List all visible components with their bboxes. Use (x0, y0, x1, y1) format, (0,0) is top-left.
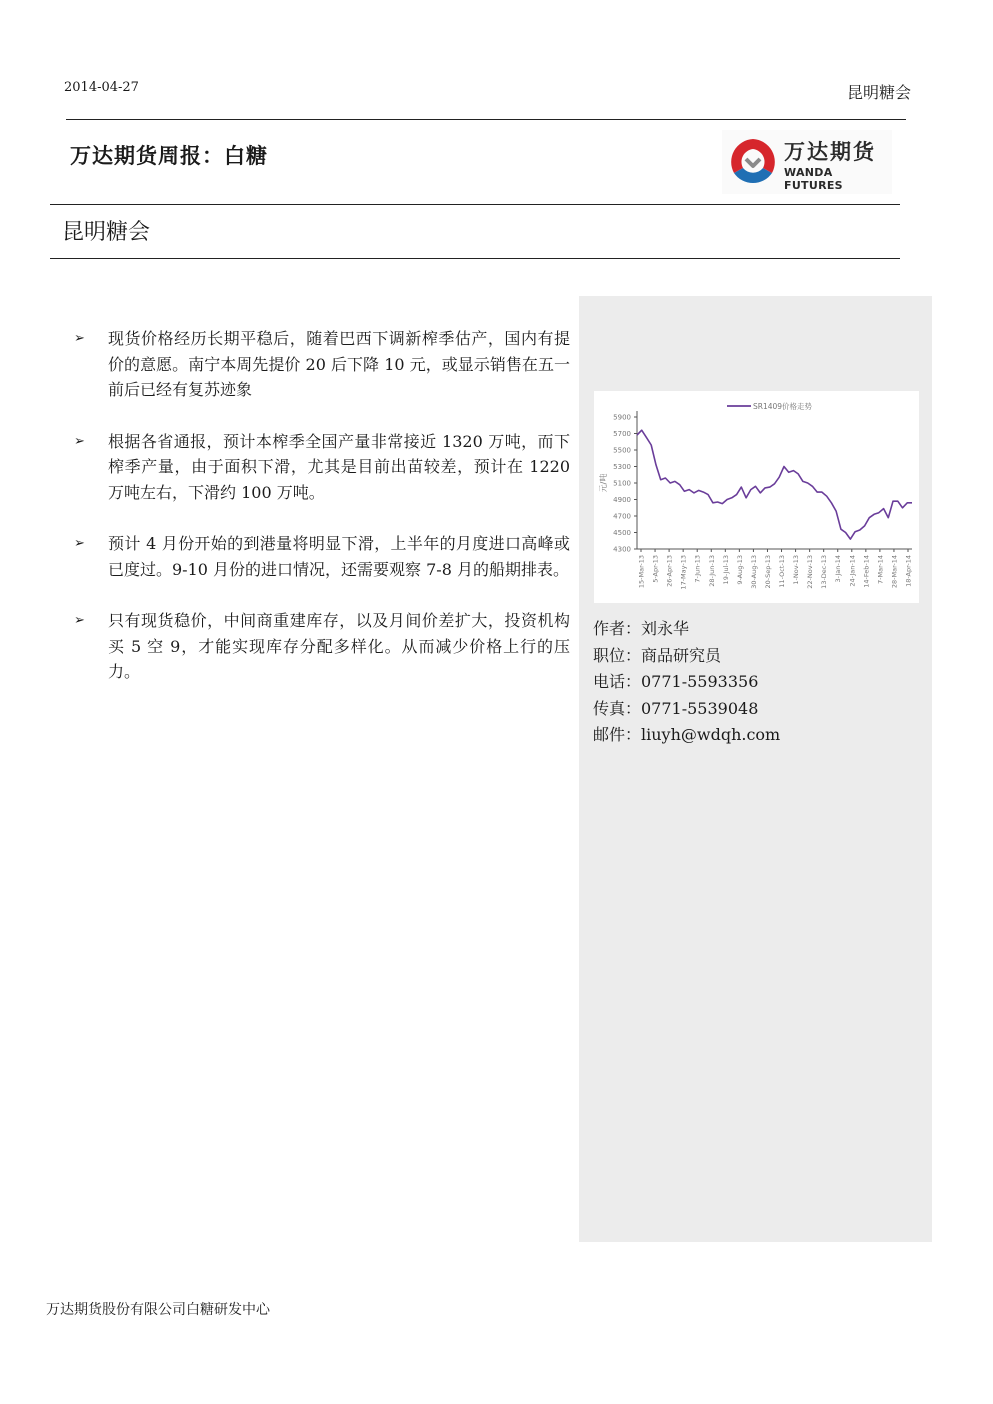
arrow-bullet-icon: ➢ (74, 331, 85, 346)
y-tick-label: 4300 (613, 545, 631, 554)
x-tick-label: 26-Apr-13 (665, 555, 674, 587)
bullet-text: 预计 4 月份开始的到港量将明显下滑，上半年的月度进口高峰或已度过。9-10 月份的进口情况，还需要观察 7-8 月的船期排表。 (108, 534, 570, 579)
y-tick-label: 4500 (613, 529, 631, 537)
y-tick-label: 4700 (613, 512, 631, 521)
y-tick-label: 4900 (613, 496, 631, 504)
report-title: 万达期货周报：白糖 (70, 144, 268, 168)
x-tick-label: 18-Apr-14 (904, 555, 913, 587)
author-info (593, 616, 780, 749)
bullet-item (70, 429, 570, 506)
y-tick-label: 5100 (613, 479, 631, 488)
x-tick-label: 30-Aug-13 (749, 555, 758, 589)
x-tick-label: 24-Jan-14 (848, 555, 857, 587)
bullet-item (70, 608, 570, 685)
logo-name-cn: 万达期货 (784, 140, 876, 164)
x-tick-label: 14-Feb-14 (862, 555, 871, 588)
x-tick-label: 17-May-13 (679, 555, 688, 590)
arrow-bullet-icon: ➢ (74, 536, 85, 551)
sidebar-panel (579, 296, 932, 1242)
section-title: 昆明糖会 (62, 220, 151, 245)
x-tick-label: 3-Jan-14 (834, 555, 843, 583)
x-tick-label: 7-Jun-13 (693, 555, 702, 583)
y-tick-label: 5900 (613, 413, 631, 422)
x-tick-label: 28-Jun-13 (707, 555, 716, 587)
price-chart (594, 391, 919, 603)
y-tick-label: 5700 (613, 430, 631, 438)
logo-name-en: WANDA FUTURES (784, 166, 843, 192)
author-phone: 电话：0771-5593356 (593, 672, 759, 691)
author-position: 职位：商品研究员 (593, 645, 722, 665)
bullet-text: 只有现货稳价，中间商重建库存，以及月间价差扩大，投资机构买 5 空 9，才能实现库存分配多样化。从而减少价格上行的压力。 (108, 611, 570, 681)
wanda-logo-icon (726, 135, 780, 189)
bullet-text: 根据各省通报，预计本榨季全国产量非常接近 1320 万吨，而下榨季产量，由于面积下滑，尤其是目前出苗较差，预计在 1220 万吨左右，下滑约 100 万吨。 (108, 431, 570, 502)
x-tick-label: 11-Oct-13 (778, 555, 787, 588)
author-email: 邮件：liuyh@wdqh.com (593, 725, 781, 744)
x-tick-label: 19-Jul-13 (721, 555, 730, 585)
title-rule (50, 204, 900, 205)
bullet-text: 现货价格经历长期平稳后，随着巴西下调新榨季估产，国内有提价的意愿。南宁本周先提价 20 后下降 10 元，或显示销售在五一前后已经有复苏迹象 (108, 329, 570, 399)
bullet-item (70, 326, 570, 403)
header-rule-top (66, 119, 906, 120)
arrow-bullet-icon: ➢ (74, 433, 85, 449)
x-tick-label: 15-Mar-13 (637, 555, 646, 589)
bullet-list (70, 326, 570, 711)
author-fax: 传真：0771-5539048 (593, 698, 759, 718)
bullet-item (70, 531, 570, 582)
x-tick-label: 28-Mar-14 (890, 555, 899, 589)
x-tick-label: 22-Nov-13 (806, 555, 815, 589)
header-topic-label: 昆明糖会 (846, 83, 911, 102)
author-name: 作者：刘永华 (593, 619, 690, 638)
x-tick-label: 13-Dec-13 (820, 555, 829, 589)
x-tick-label: 7-Mar-14 (876, 555, 885, 584)
footer-company: 万达期货股份有限公司白糖研发中心 (46, 1302, 270, 1318)
y-tick-label: 5300 (613, 463, 631, 471)
y-axis-label: 元/吨 (599, 473, 608, 493)
x-tick-label: 20-Sep-13 (763, 555, 772, 589)
x-tick-label: 9-Aug-13 (735, 555, 744, 585)
price-chart-svg (594, 391, 919, 603)
legend-label: SR1409价格走势 (753, 402, 813, 411)
section-rule (50, 258, 900, 259)
x-tick-label: 1-Nov-13 (792, 555, 801, 585)
arrow-bullet-icon: ➢ (74, 613, 85, 628)
company-logo (722, 130, 892, 194)
series-line-sr1409 (637, 430, 912, 539)
x-tick-label: 5-Apr-13 (651, 555, 660, 583)
report-date: 2014-04-27 (64, 80, 139, 95)
y-tick-label: 5500 (613, 446, 631, 455)
